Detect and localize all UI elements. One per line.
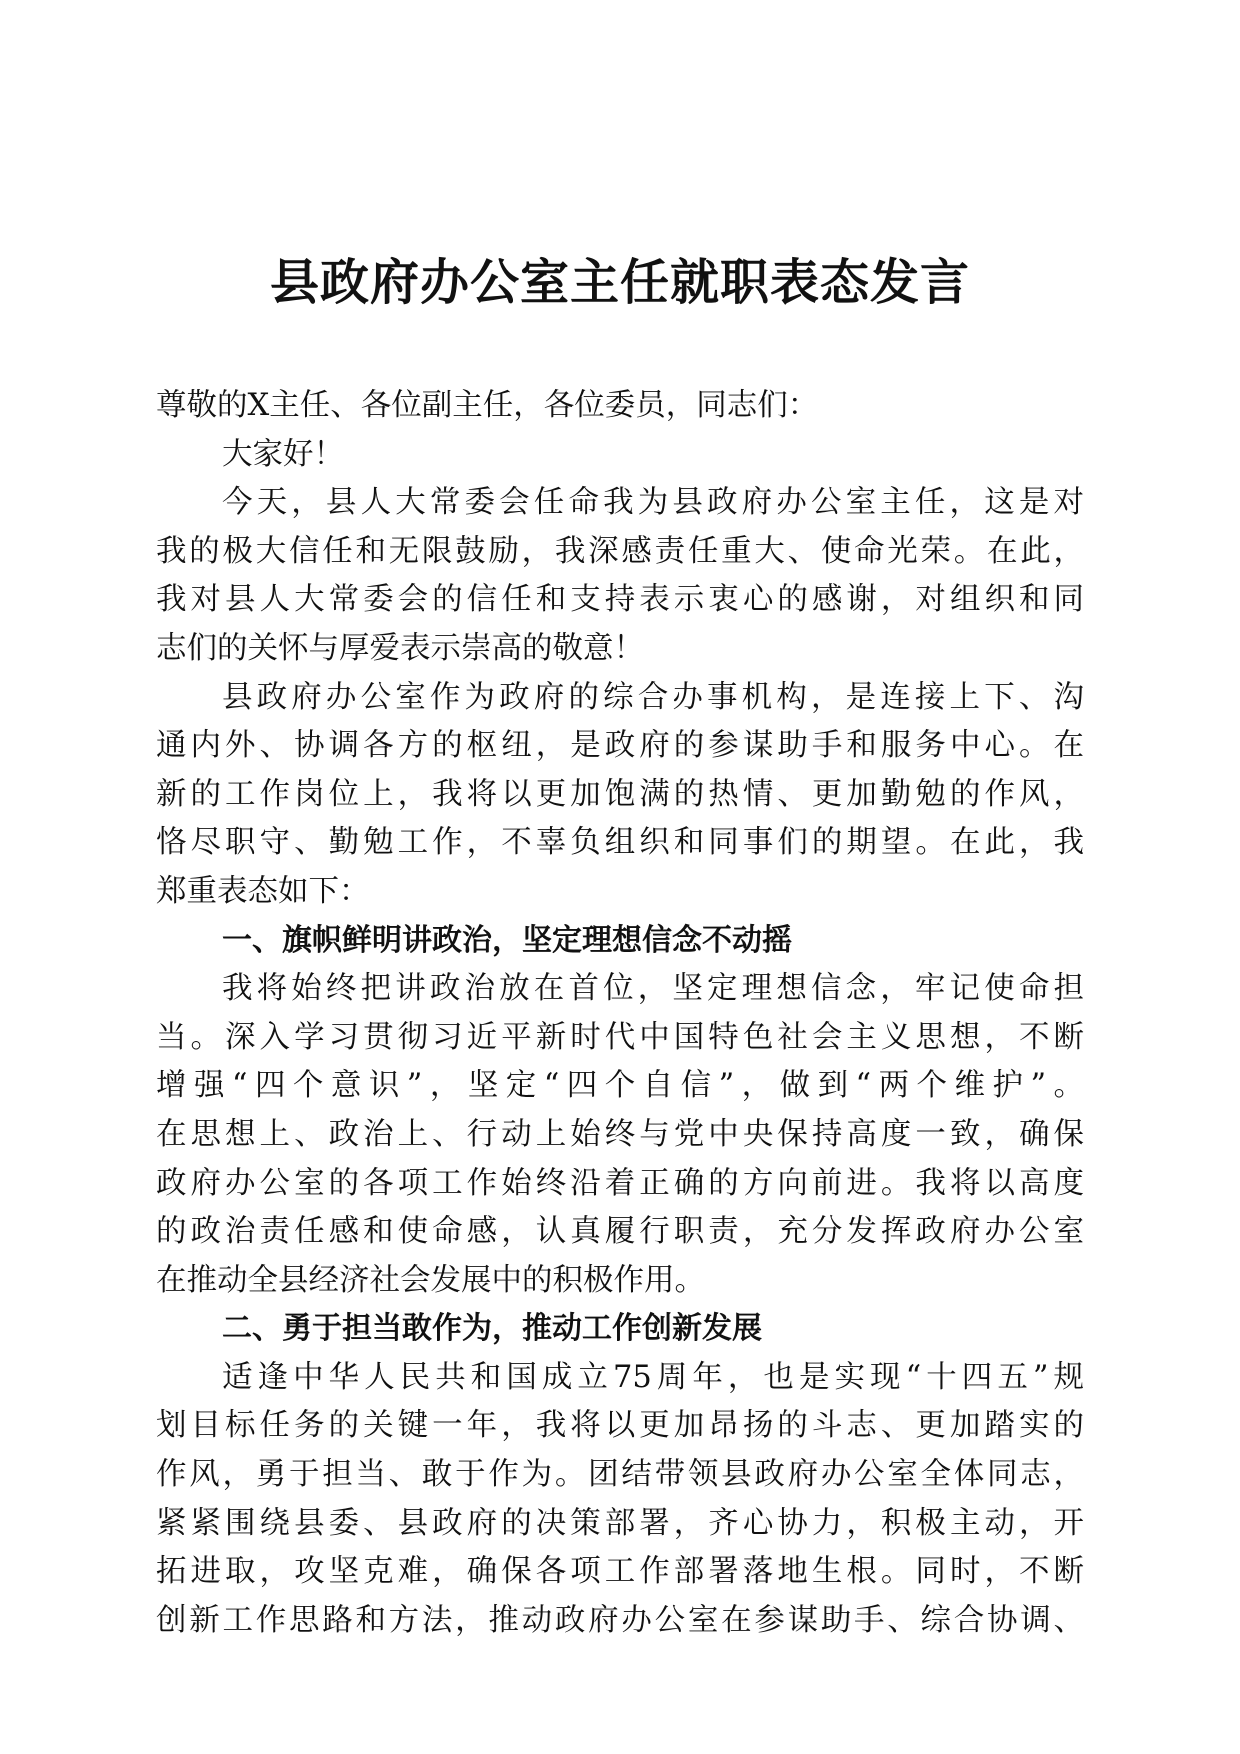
text-line: 拓进取，攻坚克难，确保各项工作部署落地生根。同时，不断 <box>156 1554 1084 1590</box>
text-line: 政府办公室的各项工作始终沿着正确的方向前进。我将以高度 <box>156 1165 1084 1201</box>
text-line: 县政府办公室作为政府的综合办事机构，是连接上下、沟 <box>222 679 1084 715</box>
text-line: 大家好！ <box>222 436 344 472</box>
text-line: 适逢中华人民共和国成立75周年，也是实现“十四五”规 <box>222 1359 1084 1395</box>
text-line: 我的极大信任和无限鼓励，我深感责任重大、使命光荣。在此， <box>156 533 1084 569</box>
section-heading: 二、勇于担当敢作为，推动工作创新发展 <box>222 1311 762 1347</box>
section-heading: 一、旗帜鲜明讲政治，坚定理想信念不动摇 <box>222 922 792 958</box>
text-line: 在思想上、政治上、行动上始终与党中央保持高度一致，确保 <box>156 1116 1084 1152</box>
text-line: 我对县人大常委会的信任和支持表示衷心的感谢，对组织和同 <box>156 582 1084 618</box>
document-title: 县政府办公室主任就职表态发言 <box>269 253 970 311</box>
text-line: 创新工作思路和方法，推动政府办公室在参谋助手、综合协调、 <box>156 1602 1084 1638</box>
text-line: 我将始终把讲政治放在首位，坚定理想信念，牢记使命担 <box>222 971 1084 1007</box>
document-body <box>156 382 1084 1645</box>
text-line: 通内外、协调各方的枢纽，是政府的参谋助手和服务中心。在 <box>156 728 1084 764</box>
text-line: 增强“四个意识”，坚定“四个自信”，做到“两个维护”。 <box>156 1068 1084 1104</box>
text-line: 当。深入学习贯彻习近平新时代中国特色社会主义思想，不断 <box>156 1019 1084 1055</box>
text-line: 的政治责任感和使命感，认真履行职责，充分发挥政府办公室 <box>156 1214 1084 1250</box>
text-line: 作风，勇于担当、敢于作为。团结带领县政府办公室全体同志， <box>156 1457 1084 1493</box>
text-line: 恪尽职守、勤勉工作，不辜负组织和同事们的期望。在此，我 <box>156 825 1084 861</box>
text-line: 新的工作岗位上，我将以更加饱满的热情、更加勤勉的作风， <box>156 776 1084 812</box>
text-line: 尊敬的X主任、各位副主任，各位委员，同志们： <box>156 388 819 423</box>
text-line: 划目标任务的关键一年，我将以更加昂扬的斗志、更加踏实的 <box>156 1408 1084 1444</box>
text-line: 紧紧围绕县委、县政府的决策部署，齐心协力，积极主动，开 <box>156 1505 1084 1541</box>
text-line: 在推动全县经济社会发展中的积极作用。 <box>156 1262 705 1298</box>
text-line: 今天，县人大常委会任命我为县政府办公室主任，这是对 <box>222 485 1084 521</box>
text-line: 志们的关怀与厚爱表示崇高的敬意！ <box>156 630 644 666</box>
text-line: 郑重表态如下： <box>156 873 370 909</box>
